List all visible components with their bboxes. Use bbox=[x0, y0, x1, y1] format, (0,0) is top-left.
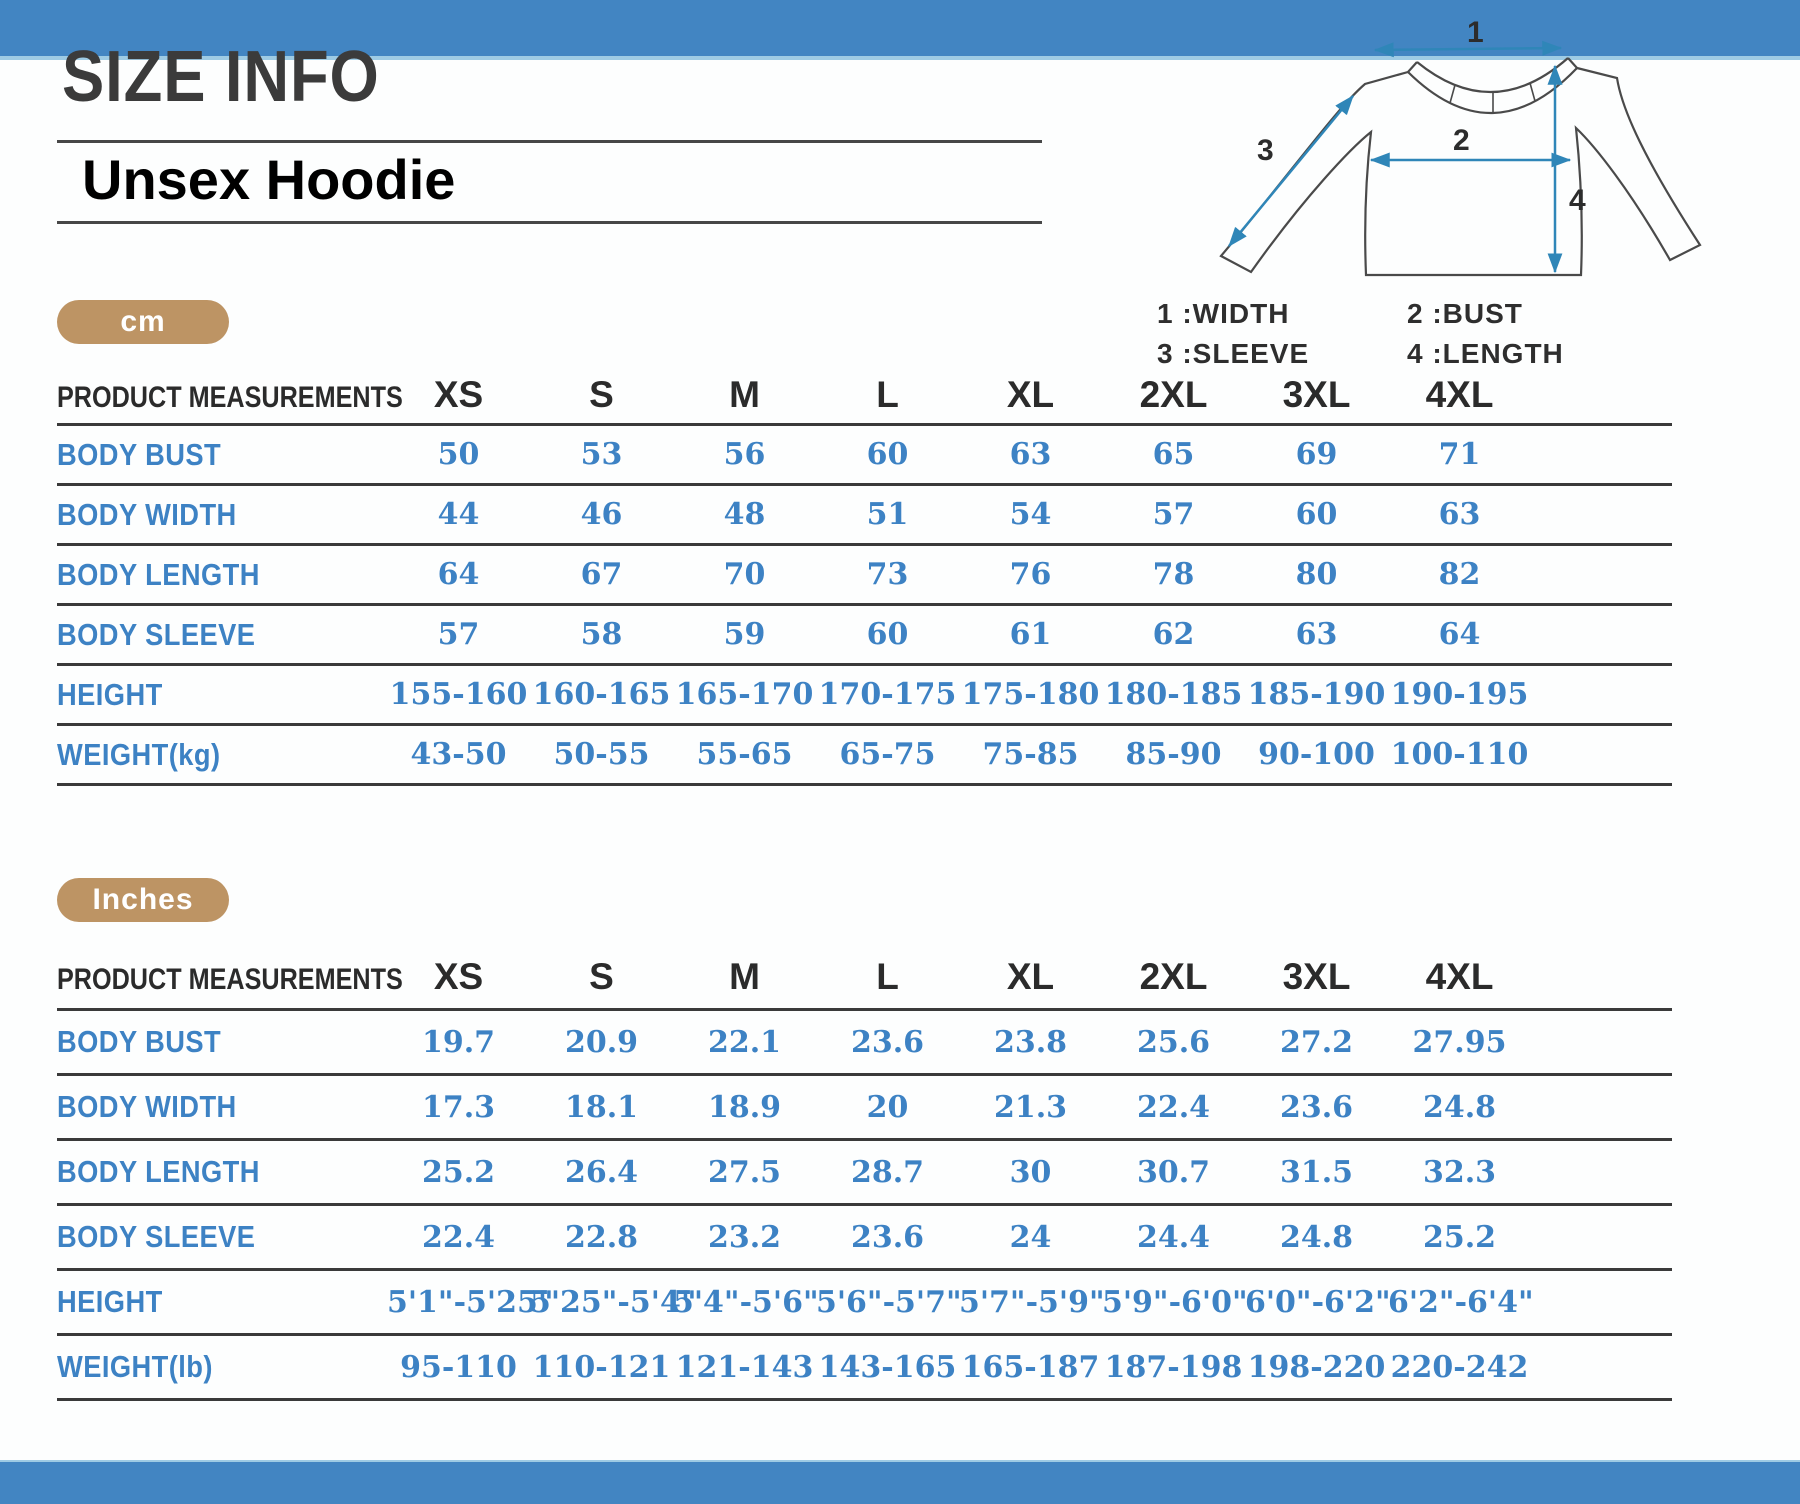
value-cell: 25.2 bbox=[421, 1154, 496, 1190]
value-cell: 46 bbox=[580, 497, 623, 532]
value-cell: 6'2"-6'4" bbox=[1388, 1284, 1534, 1320]
value-cell: 5'7"-5'9" bbox=[959, 1284, 1105, 1320]
table-row bbox=[57, 545, 1672, 605]
value-cell: 85-90 bbox=[1125, 737, 1222, 772]
value-cell: 57 bbox=[1152, 497, 1195, 532]
hoodie-diagram bbox=[1125, 20, 1745, 380]
spacer-cell bbox=[1531, 605, 1672, 665]
size-column-header: 2XL bbox=[1139, 373, 1208, 415]
value-cell: 100-110 bbox=[1390, 737, 1529, 772]
marker-3-label: 3 bbox=[1257, 134, 1274, 167]
value-cell: 95-110 bbox=[400, 1349, 517, 1385]
value-cell: 71 bbox=[1438, 437, 1481, 472]
value-cell: 185-190 bbox=[1247, 677, 1386, 712]
value-cell: 5'1"-5'25" bbox=[387, 1284, 554, 1320]
value-cell: 80 bbox=[1295, 557, 1338, 592]
value-cell: 220-242 bbox=[1390, 1349, 1529, 1385]
spacer-cell bbox=[1531, 1075, 1672, 1140]
value-cell: 23.6 bbox=[850, 1024, 925, 1060]
value-cell: 22.8 bbox=[564, 1219, 639, 1255]
size-column-header: 2XL bbox=[1139, 956, 1208, 997]
value-cell: 44 bbox=[437, 497, 480, 532]
row-label: BODY BUST bbox=[57, 1024, 222, 1059]
row-label: WEIGHT(kg) bbox=[57, 736, 221, 772]
spacer-cell bbox=[1531, 665, 1672, 725]
value-cell: 82 bbox=[1438, 557, 1481, 592]
value-cell: 198-220 bbox=[1247, 1349, 1386, 1385]
value-cell: 59 bbox=[723, 617, 766, 652]
value-cell: 54 bbox=[1009, 497, 1052, 532]
value-cell: 18.1 bbox=[564, 1089, 639, 1125]
value-cell: 50 bbox=[437, 437, 480, 472]
value-cell: 60 bbox=[1295, 497, 1338, 532]
value-cell: 165-187 bbox=[961, 1349, 1100, 1385]
value-cell: 64 bbox=[437, 557, 480, 592]
hoodie-outline-svg bbox=[1125, 20, 1745, 290]
value-cell: 22.4 bbox=[1136, 1089, 1211, 1125]
size-column-header: M bbox=[729, 956, 760, 997]
size-column-header: L bbox=[876, 373, 899, 415]
value-cell: 61 bbox=[1009, 617, 1052, 652]
value-cell: 23.6 bbox=[1279, 1089, 1354, 1125]
value-cell: 76 bbox=[1009, 557, 1052, 592]
value-cell: 55-65 bbox=[696, 737, 793, 772]
value-cell: 50-55 bbox=[553, 737, 650, 772]
value-cell: 64 bbox=[1438, 617, 1481, 652]
value-cell: 175-180 bbox=[961, 677, 1100, 712]
value-cell: 63 bbox=[1009, 437, 1052, 472]
spacer-cell bbox=[1531, 1335, 1672, 1400]
size-column-header: 4XL bbox=[1425, 956, 1494, 997]
value-cell: 170-175 bbox=[818, 677, 957, 712]
value-cell: 19.7 bbox=[421, 1024, 496, 1060]
measurements-header: PRODUCT MEASUREMENTS bbox=[57, 380, 403, 414]
value-cell: 27.2 bbox=[1279, 1024, 1354, 1060]
value-cell: 21.3 bbox=[993, 1089, 1068, 1125]
value-cell: 28.7 bbox=[850, 1154, 925, 1190]
value-cell: 24.8 bbox=[1279, 1219, 1354, 1255]
row-label: HEIGHT bbox=[57, 676, 163, 712]
value-cell: 26.4 bbox=[564, 1154, 639, 1190]
value-cell: 67 bbox=[580, 557, 623, 592]
size-table-inches bbox=[57, 946, 1672, 1401]
value-cell: 27.95 bbox=[1412, 1024, 1507, 1060]
value-cell: 143-165 bbox=[818, 1349, 957, 1385]
value-cell: 160-165 bbox=[532, 677, 671, 712]
spacer-cell bbox=[1531, 1270, 1672, 1335]
value-cell: 23.6 bbox=[850, 1219, 925, 1255]
spacer-cell bbox=[1531, 1010, 1672, 1075]
value-cell: 5'4"-5'6" bbox=[673, 1284, 819, 1320]
spacer-cell bbox=[1531, 725, 1672, 785]
product-name: Unsex Hoodie bbox=[82, 148, 456, 211]
size-column-header: S bbox=[589, 373, 614, 415]
size-column-header: XS bbox=[433, 956, 484, 997]
row-label: BODY SLEEVE bbox=[57, 1219, 256, 1254]
value-cell: 190-195 bbox=[1390, 677, 1529, 712]
value-cell: 18.9 bbox=[707, 1089, 782, 1125]
value-cell: 110-121 bbox=[532, 1349, 671, 1385]
spacer-cell bbox=[1531, 1140, 1672, 1205]
value-cell: 20 bbox=[866, 1089, 909, 1125]
sleeve-arrow bbox=[1229, 96, 1353, 246]
spacer-cell bbox=[1531, 1205, 1672, 1270]
row-label: BODY WIDTH bbox=[57, 496, 237, 532]
value-cell: 73 bbox=[866, 557, 909, 592]
marker-4-label: 4 bbox=[1569, 184, 1586, 217]
spacer-cell bbox=[1531, 946, 1672, 1010]
value-cell: 60 bbox=[866, 437, 909, 472]
value-cell: 22.1 bbox=[707, 1024, 782, 1060]
legend-item: 3 :SLEEVE bbox=[1157, 338, 1310, 369]
bottom-accent-bar bbox=[0, 1460, 1800, 1504]
value-cell: 24 bbox=[1009, 1219, 1052, 1255]
value-cell: 53 bbox=[580, 437, 623, 472]
table-row bbox=[57, 605, 1672, 665]
value-cell: 23.8 bbox=[993, 1024, 1068, 1060]
spacer-cell bbox=[1531, 425, 1672, 485]
value-cell: 63 bbox=[1438, 497, 1481, 532]
row-label: BODY LENGTH bbox=[57, 556, 260, 592]
hoodie-outline bbox=[1221, 58, 1700, 275]
value-cell: 90-100 bbox=[1258, 737, 1375, 772]
row-label: BODY BUST bbox=[57, 436, 222, 472]
value-cell: 17.3 bbox=[421, 1089, 496, 1125]
value-cell: 25.2 bbox=[1422, 1219, 1497, 1255]
table-row bbox=[57, 485, 1672, 545]
table-row bbox=[57, 1335, 1672, 1400]
row-label: HEIGHT bbox=[57, 1284, 163, 1319]
spacer-cell bbox=[1531, 545, 1672, 605]
value-cell: 51 bbox=[866, 497, 909, 532]
row-label: BODY SLEEVE bbox=[57, 616, 256, 652]
table-row bbox=[57, 665, 1672, 725]
value-cell: 75-85 bbox=[982, 737, 1079, 772]
value-cell: 63 bbox=[1295, 617, 1338, 652]
value-cell: 65 bbox=[1152, 437, 1195, 472]
divider-line bbox=[57, 140, 1042, 143]
value-cell: 32.3 bbox=[1422, 1154, 1497, 1190]
row-label: BODY LENGTH bbox=[57, 1154, 260, 1189]
marker-2-label: 2 bbox=[1453, 124, 1470, 157]
value-cell: 70 bbox=[723, 557, 766, 592]
value-cell: 62 bbox=[1152, 617, 1195, 652]
size-column-header: 3XL bbox=[1282, 956, 1351, 997]
size-column-header: M bbox=[729, 373, 760, 415]
value-cell: 22.4 bbox=[421, 1219, 496, 1255]
table-row bbox=[57, 425, 1672, 485]
row-label: WEIGHT(lb) bbox=[57, 1349, 213, 1384]
spacer-cell bbox=[1531, 485, 1672, 545]
size-column-header: XS bbox=[433, 373, 484, 415]
row-label: BODY WIDTH bbox=[57, 1089, 237, 1124]
value-cell: 31.5 bbox=[1279, 1154, 1354, 1190]
value-cell: 30 bbox=[1009, 1154, 1052, 1190]
value-cell: 56 bbox=[723, 437, 766, 472]
page-title: SIZE INFO bbox=[62, 37, 380, 117]
size-table-cm bbox=[57, 366, 1672, 786]
value-cell: 65-75 bbox=[839, 737, 936, 772]
table-row bbox=[57, 1010, 1672, 1075]
value-cell: 30.7 bbox=[1136, 1154, 1211, 1190]
size-column-header: L bbox=[876, 956, 899, 997]
value-cell: 5'25"-5'4" bbox=[530, 1284, 697, 1320]
diagram-legend bbox=[1157, 298, 1564, 370]
value-cell: 25.6 bbox=[1136, 1024, 1211, 1060]
divider-line bbox=[57, 221, 1042, 224]
size-column-header: XL bbox=[1006, 373, 1055, 415]
value-cell: 121-143 bbox=[675, 1349, 814, 1385]
spacer-cell bbox=[1531, 366, 1672, 425]
value-cell: 24.4 bbox=[1136, 1219, 1211, 1255]
table-row bbox=[57, 1140, 1672, 1205]
table-row bbox=[57, 1205, 1672, 1270]
value-cell: 43-50 bbox=[410, 737, 507, 772]
value-cell: 48 bbox=[723, 497, 766, 532]
value-cell: 24.8 bbox=[1422, 1089, 1497, 1125]
size-column-header: S bbox=[589, 956, 614, 997]
value-cell: 57 bbox=[437, 617, 480, 652]
value-cell: 78 bbox=[1152, 557, 1195, 592]
table-row bbox=[57, 1270, 1672, 1335]
legend-item: 4 :LENGTH bbox=[1407, 338, 1564, 369]
value-cell: 165-170 bbox=[675, 677, 814, 712]
table-row bbox=[57, 1075, 1672, 1140]
marker-1-label: 1 bbox=[1467, 20, 1484, 49]
value-cell: 187-198 bbox=[1104, 1349, 1243, 1385]
value-cell: 5'6"-5'7" bbox=[816, 1284, 962, 1320]
table-row bbox=[57, 725, 1672, 785]
value-cell: 27.5 bbox=[707, 1154, 782, 1190]
value-cell: 180-185 bbox=[1104, 677, 1243, 712]
value-cell: 23.2 bbox=[707, 1219, 782, 1255]
value-cell: 5'9"-6'0" bbox=[1102, 1284, 1248, 1320]
value-cell: 69 bbox=[1295, 437, 1338, 472]
size-column-header: XL bbox=[1006, 956, 1055, 997]
size-column-header: 3XL bbox=[1282, 373, 1351, 415]
value-cell: 6'0"-6'2" bbox=[1245, 1284, 1391, 1320]
legend-item: 1 :WIDTH bbox=[1157, 298, 1290, 329]
size-column-header: 4XL bbox=[1425, 373, 1494, 415]
measurements-header: PRODUCT MEASUREMENTS bbox=[57, 963, 403, 996]
value-cell: 20.9 bbox=[564, 1024, 639, 1060]
legend-item: 2 :BUST bbox=[1407, 298, 1523, 329]
unit-badge-cm: cm bbox=[57, 300, 229, 344]
value-cell: 58 bbox=[580, 617, 623, 652]
value-cell: 155-160 bbox=[389, 677, 528, 712]
value-cell: 60 bbox=[866, 617, 909, 652]
unit-badge-inches: Inches bbox=[57, 878, 229, 922]
